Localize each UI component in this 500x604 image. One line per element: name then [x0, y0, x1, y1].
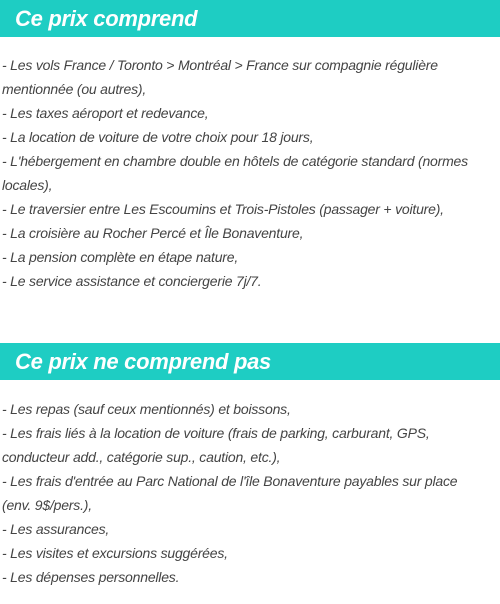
excluded-item-insurance: - Les assurances,	[2, 521, 110, 537]
excluded-section	[0, 343, 500, 589]
excluded-title: Ce prix ne comprend pas	[15, 348, 271, 374]
excluded-banner	[0, 343, 500, 380]
included-item-assistance: - Le service assistance et conciergerie 7j/7.	[2, 273, 262, 289]
included-item-taxes: - Les taxes aéroport et redevance,	[2, 105, 209, 121]
excluded-item-car-fees: - Les frais liés à la location de voiture (frais de parking, carburant, GPS, conducteur add., catégorie sup., caution, etc.),	[2, 425, 430, 465]
excluded-item-excursions: - Les visites et excursions suggérées,	[2, 545, 228, 561]
excluded-list	[0, 397, 500, 589]
included-item-full-board: - La pension complète en étape nature,	[2, 249, 239, 265]
included-banner	[0, 0, 500, 37]
included-item-accommodation: - L'hébergement en chambre double en hôtels de catégorie standard (normes locales),	[2, 153, 468, 193]
included-item-cruise: - La croisière au Rocher Percé et Île Bonaventure,	[2, 225, 304, 241]
excluded-item-park-fees: - Les frais d'entrée au Parc National de l'île Bonaventure payables sur place (env. 9$/pers.),	[2, 473, 458, 513]
included-list	[0, 53, 500, 293]
included-item-ferry: - Le traversier entre Les Escoumins et Trois-Pistoles (passager + voiture),	[2, 201, 444, 217]
excluded-item-meals: - Les repas (sauf ceux mentionnés) et boissons,	[2, 401, 291, 417]
included-item-car-rental: - La location de voiture de votre choix pour 18 jours,	[2, 129, 314, 145]
excluded-item-personal-expenses: - Les dépenses personnelles.	[2, 569, 180, 585]
included-title: Ce prix comprend	[15, 5, 198, 31]
included-section	[0, 0, 500, 293]
included-item-flights: - Les vols France / Toronto > Montréal > France sur compagnie régulière mentionnée (ou autres),	[2, 57, 438, 97]
